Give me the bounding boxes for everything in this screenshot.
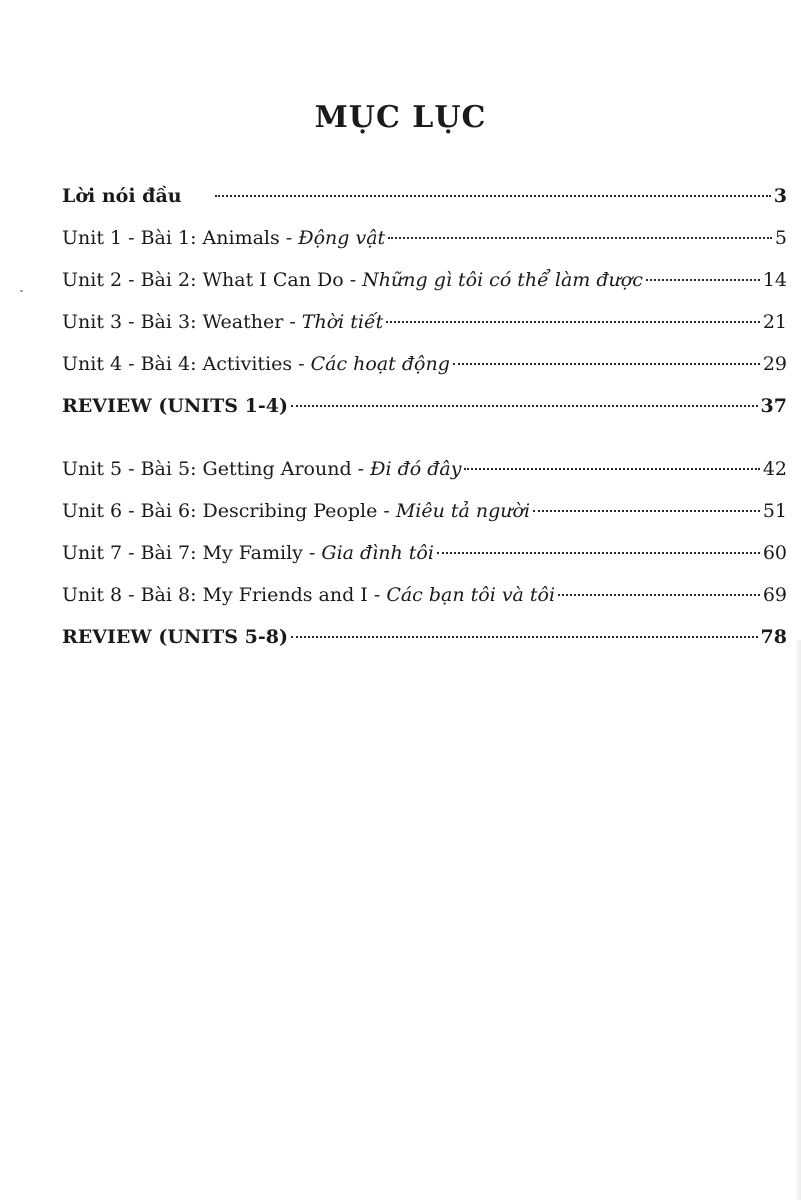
page-edge-shadow	[795, 640, 801, 1200]
dot-leader	[464, 468, 759, 470]
dot-leader	[291, 636, 758, 638]
dot-leader	[437, 552, 760, 554]
toc-page-number: 78	[760, 626, 787, 648]
toc-entry-label: REVIEW (UNITS 5-8)	[62, 626, 288, 648]
toc-page-number: 5	[774, 227, 787, 249]
page-title: MỤC LỤC	[314, 100, 487, 135]
toc-page-number: 37	[760, 395, 787, 417]
toc-entry-label: Unit 1 - Bài 1: Animals - Động vật	[62, 227, 386, 249]
toc-entry-preface	[62, 175, 787, 217]
dot-leader	[558, 594, 760, 596]
toc-entry-label: Unit 8 - Bài 8: My Friends and I - Các bạn tôi và tôi	[62, 584, 556, 606]
scan-speck	[20, 290, 23, 292]
toc-entry-label: Unit 4 - Bài 4: Activities - Các hoạt động	[62, 353, 450, 375]
table-of-contents	[62, 175, 787, 658]
toc-entry-unit-8	[62, 574, 787, 616]
dot-leader	[533, 510, 760, 512]
dot-leader	[291, 405, 758, 407]
toc-entry-label: Unit 5 - Bài 5: Getting Around - Đi đó đây	[62, 458, 462, 480]
toc-entry-label: Unit 7 - Bài 7: My Family - Gia đình tôi	[62, 542, 434, 564]
toc-entry-label: REVIEW (UNITS 1-4)	[62, 395, 288, 417]
toc-entry-unit-3	[62, 301, 787, 343]
toc-page-number: 21	[762, 311, 787, 333]
dot-leader	[386, 321, 760, 323]
dot-leader	[215, 195, 771, 197]
toc-entry-unit-4	[62, 343, 787, 385]
toc-entry-unit-5	[62, 448, 787, 490]
toc-entry-label: Unit 3 - Bài 3: Weather - Thời tiết	[62, 311, 384, 333]
toc-entry-unit-2	[62, 259, 787, 301]
dot-leader	[388, 237, 772, 239]
toc-page-number: 14	[762, 269, 787, 291]
toc-page-number: 69	[762, 584, 787, 606]
toc-page-number: 29	[762, 353, 787, 375]
dot-leader	[646, 279, 760, 281]
dot-leader	[453, 363, 760, 365]
toc-page-number: 42	[762, 458, 787, 480]
toc-entry-unit-1	[62, 217, 787, 259]
toc-entry-unit-6	[62, 490, 787, 532]
toc-entry-review-1-4	[62, 385, 787, 427]
toc-page-number: 3	[773, 185, 787, 207]
toc-entry-label: Unit 2 - Bài 2: What I Can Do - Những gì tôi có thể làm được	[62, 269, 643, 291]
toc-entry-unit-7	[62, 532, 787, 574]
toc-page-number: 51	[762, 500, 787, 522]
toc-entry-label: Lời nói đầu	[62, 185, 182, 207]
toc-page-number: 60	[762, 542, 787, 564]
toc-entry-label: Unit 6 - Bài 6: Describing People - Miêu tả người	[62, 500, 531, 522]
toc-entry-review-5-8	[62, 616, 787, 658]
